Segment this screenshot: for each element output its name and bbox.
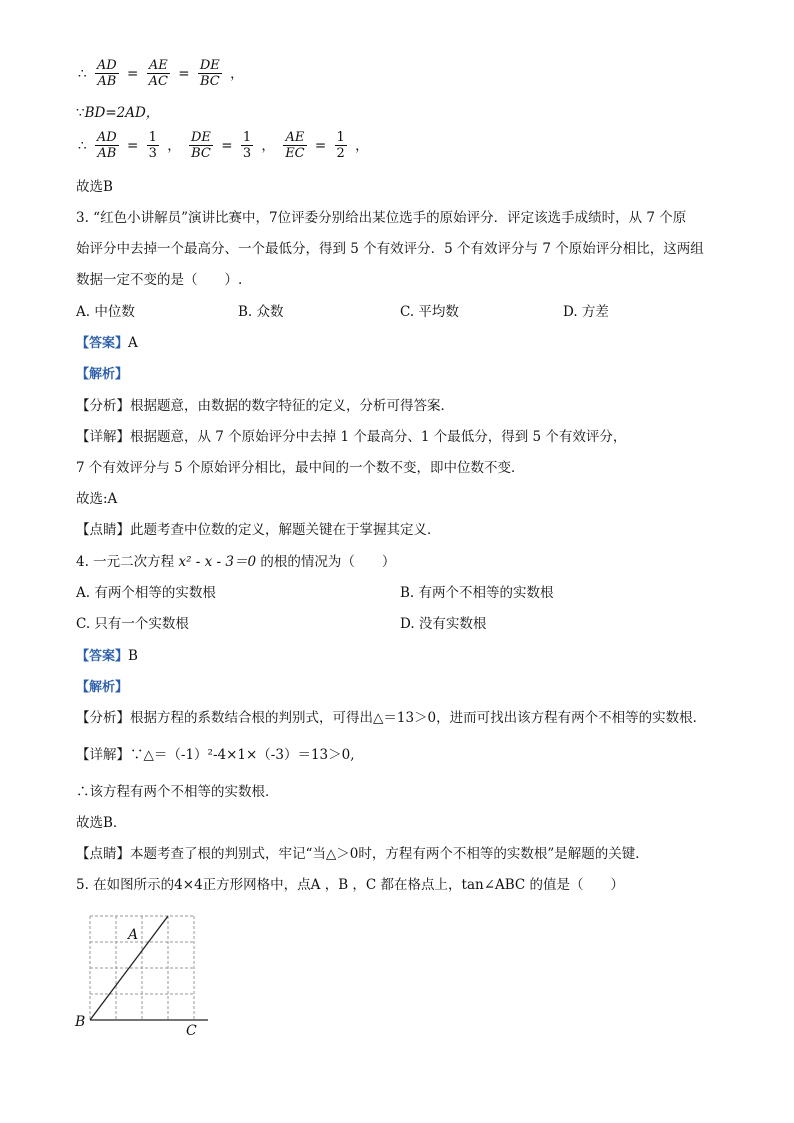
q4-pick: 故选B． [76, 815, 127, 831]
q3-pick: 故选:A [76, 491, 118, 507]
ratio-line-1: ∴ $\frac{AD}{AB}$ = $\frac{AE}{AC}$ = $\frac{DE}{BC}$ ， [78, 58, 244, 89]
q3-xiangjie-2: 7 个有效评分与 5 个原始评分相比，最中间的一个数不变，即中位数不变． [76, 460, 525, 476]
grid-lines [90, 916, 194, 1020]
q4-option-c: C. 只有一个实数根 [76, 616, 189, 632]
q4-option-a: A. 有两个相等的实数根 [76, 585, 216, 601]
therefore-symbol: ∴ [78, 65, 87, 82]
fraction-one-third: $\frac{1}{3}$ [148, 130, 157, 161]
q4-option-d: D. 没有实数根 [400, 616, 487, 632]
fraction-de-bc-2: $\frac{DE}{BC}$ [190, 130, 211, 161]
grid-figure [70, 908, 230, 1038]
q4-analysis-heading: 【解析】 [76, 680, 129, 695]
q4-answer: 【答案】B [76, 648, 138, 664]
q3-option-d: D. 方差 [563, 304, 609, 320]
fraction-de-bc: $\frac{DE}{BC}$ [199, 58, 220, 89]
answer-tag: 【答案】 [76, 336, 129, 351]
q3-dianjing: 【点睛】此题考查中位数的定义，解题关键在于掌握其定义． [76, 522, 441, 538]
q4-xiangjie: 【详解】∵△＝（-1）²-4×1×（-3）＝13＞0, [76, 747, 355, 763]
q3-analysis-heading: 【解析】 [76, 367, 129, 382]
q4-stem: 4. 一元二次方程 x² - x - 3＝0 的根的情况为（ ） [76, 554, 396, 570]
fraction-ad-ab: $\frac{AD}{AB}$ [96, 58, 117, 89]
q4-conclusion: ∴该方程有两个不相等的实数根． [76, 784, 279, 800]
q3-option-b: B. 众数 [238, 304, 284, 320]
q3-stem-line-3: 数据一定不变的是（ ）. [76, 272, 243, 288]
choice-b-line: 故选B [76, 179, 113, 195]
fraction-ae-ac: $\frac{AE}{AC}$ [148, 58, 168, 89]
fraction-ad-ab-2: $\frac{AD}{AB}$ [96, 130, 117, 161]
q3-xiangjie: 【详解】根据题意，从 7 个原始评分中去掉 1 个最高分、1 个最低分，得到 5 个有效评分， [76, 429, 627, 445]
q4-dianjing: 【点睛】本题考查了根的判别式，牢记“当△＞0时，方程有两个不相等的实数根”是解题的关键． [76, 846, 649, 862]
q4-fenxi: 【分析】根据方程的系数结合根的判别式，可得出△＝13＞0，进而可找出该方程有两个不相等的实数根． [76, 710, 707, 726]
q3-stem-line-1: 3. “红色小讲解员”演讲比赛中，7位评委分别给出某位选手的原始评分．评定该选手成绩时，从 7 个原 [76, 210, 687, 226]
q4-option-b: B. 有两个不相等的实数根 [400, 585, 554, 601]
q5-stem: 5. 在如图所示的4×4正方形网格中，点A ，B ，C 都在格点上，tan∠ABC 的值是（ ） [76, 877, 625, 893]
q3-stem-line-2: 始评分中去掉一个最高分、一个最低分，得到 5 个有效评分．5 个有效评分与 7 个原始评分相比，这两组 [76, 241, 704, 257]
q3-option-a: A. 中位数 [76, 304, 135, 320]
q3-option-c: C. 平均数 [400, 304, 459, 320]
label-a: A [128, 927, 139, 943]
fraction-ae-ec: $\frac{AE}{EC}$ [285, 130, 305, 161]
q3-answer: 【答案】A [76, 335, 138, 351]
ratio-line-2: ∴ $\frac{AD}{AB}$ = $\frac{1}{3}$ ， $\frac{DE}{BC}$ = $\frac{1}{3}$ ， $\frac{AE}{EC}$ = $\frac{1}{2}$ ， [78, 130, 369, 161]
fraction-one-half: $\frac{1}{2}$ [336, 130, 345, 161]
label-c: C [186, 1023, 197, 1038]
label-b: B [75, 1014, 86, 1030]
fraction-one-third-2: $\frac{1}{3}$ [242, 130, 252, 161]
q3-fenxi: 【分析】根据题意，由数据的数字特征的定义，分析可得答案． [76, 398, 454, 414]
bd-line: ∵BD=2AD， [76, 105, 160, 121]
